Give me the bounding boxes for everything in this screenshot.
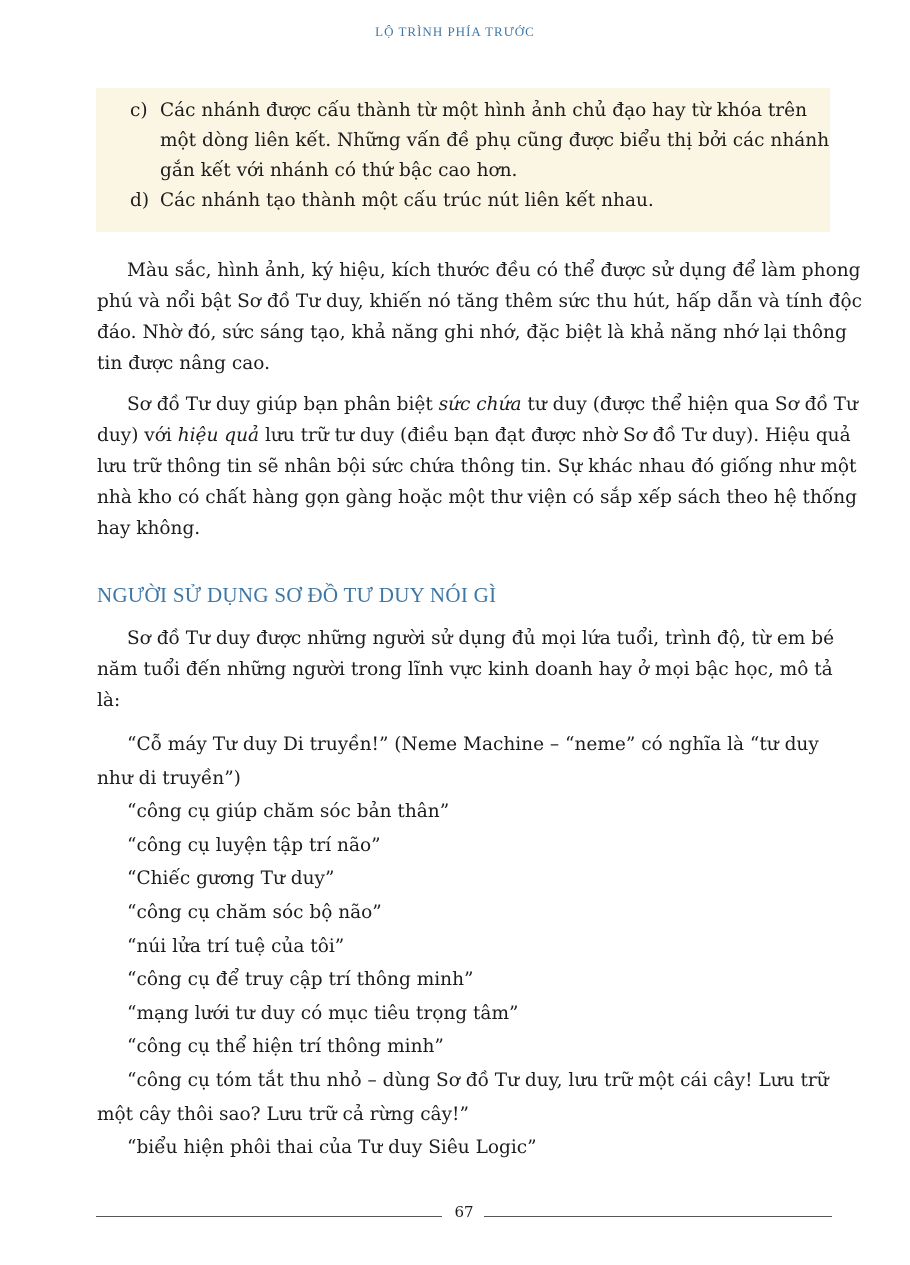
paragraph-1-line-1: Màu sắc, hình ảnh, ký hiệu, kích thước đều có thể được sử dụng để làm phong xyxy=(127,260,861,281)
paragraph-2-line-4: nhà kho có chất hàng gọn gàng hoặc một thư viện có sắp xếp sách theo hệ thống xyxy=(97,487,857,508)
quote-item: “công cụ thể hiện trí thông minh” xyxy=(127,1036,444,1058)
quote-list xyxy=(97,728,837,1165)
callout-d-line-1: Các nhánh tạo thành một cấu trúc nút liên kết nhau. xyxy=(160,190,654,211)
page-footer xyxy=(96,1200,832,1224)
callout-box xyxy=(96,88,830,232)
emphasis-efficiency: hiệu quả xyxy=(177,425,260,446)
footer-rule-right xyxy=(484,1216,832,1217)
callout-item-c xyxy=(130,96,829,186)
paragraph-3-line-2: năm tuổi đến những người trong lĩnh vực kinh doanh hay ở mọi bậc học, mô tả xyxy=(97,659,833,680)
paragraph-2-line-2-text: duy) với xyxy=(97,425,178,446)
paragraph-1-line-2: phú và nổi bật Sơ đồ Tư duy, khiến nó tăng thêm sức thu hút, hấp dẫn và tính độc xyxy=(97,291,863,312)
quote-item: “công cụ chăm sóc bộ não” xyxy=(127,901,382,923)
quote-10-line-1: “công cụ tóm tắt thu nhỏ – dùng Sơ đồ Tư duy, lưu trữ một cái cây! Lưu trữ xyxy=(127,1069,829,1091)
running-header: LỘ TRÌNH PHÍA TRƯỚC xyxy=(375,24,535,39)
paragraph-1-line-4: tin được nâng cao. xyxy=(97,353,270,374)
quote-item: “Chiếc gương Tư duy” xyxy=(127,868,335,890)
paragraph-2-line-2-rest: lưu trữ tư duy (điều bạn đạt được nhờ Sơ đồ Tư duy). Hiệu quả xyxy=(259,425,851,446)
page-number: 67 xyxy=(454,1203,474,1221)
callout-c-line-2: một dòng liên kết. Những vấn đề phụ cũng được biểu thị bởi các nhánh xyxy=(160,130,830,151)
list-marker-c: c) xyxy=(130,100,148,121)
callout-c-line-1: Các nhánh được cấu thành từ một hình ảnh chủ đạo hay từ khóa trên xyxy=(160,100,808,121)
footer-rule-left xyxy=(96,1216,442,1217)
callout-c-line-3: gắn kết với nhánh có thứ bậc cao hơn. xyxy=(160,160,518,181)
paragraph-capacity xyxy=(97,389,858,544)
quote-1-line-1: “Cỗ máy Tư duy Di truyền!” (Neme Machine – “neme” có nghĩa là “tư duy xyxy=(127,734,819,755)
quote-1-line-2: như di truyền”) xyxy=(97,767,241,789)
paragraph-2-line-3: lưu trữ thông tin sẽ nhân bội sức chứa thông tin. Sự khác nhau đó giống như một xyxy=(97,456,857,477)
paragraph-users xyxy=(97,623,835,716)
quote-item: “công cụ giúp chăm sóc bản thân” xyxy=(127,801,450,823)
paragraph-3-line-1: Sơ đồ Tư duy được những người sử dụng đủ mọi lứa tuổi, trình độ, từ em bé xyxy=(127,628,835,649)
paragraph-3-line-3: là: xyxy=(97,690,121,711)
quote-item: “biểu hiện phôi thai của Tư duy Siêu Logic” xyxy=(127,1137,537,1159)
list-marker-d: d) xyxy=(130,190,150,211)
paragraph-2-line-1 xyxy=(127,389,858,420)
emphasis-capacity: sức chứa xyxy=(438,394,522,415)
quote-item: “núi lửa trí tuệ của tôi” xyxy=(127,935,345,957)
paragraph-2-line-5: hay không. xyxy=(97,518,201,539)
paragraph-1-line-3: đáo. Nhờ đó, sức sáng tạo, khả năng ghi nhớ, đặc biệt là khả năng nhớ lại thông xyxy=(97,322,847,343)
quote-item: “công cụ để truy cập trí thông minh” xyxy=(127,969,474,991)
paragraph-2-line-1-rest: tư duy (được thể hiện qua Sơ đồ Tư xyxy=(521,394,858,415)
quote-item: “mạng lưới tư duy có mục tiêu trọng tâm” xyxy=(127,1002,519,1024)
callout-item-d xyxy=(130,186,654,216)
quote-item xyxy=(97,728,837,795)
paragraph-2-line-2 xyxy=(97,420,858,451)
quote-item: “công cụ luyện tập trí não” xyxy=(127,834,381,856)
paragraph-color-images xyxy=(97,255,863,379)
section-heading: NGƯỜI SỬ DỤNG SƠ ĐỒ TƯ DUY NÓI GÌ xyxy=(97,583,497,607)
quote-10-line-2: một cây thôi sao? Lưu trữ cả rừng cây!” xyxy=(97,1103,469,1125)
quote-item xyxy=(97,1064,837,1131)
paragraph-2-line-1-text: Sơ đồ Tư duy giúp bạn phân biệt xyxy=(127,394,439,415)
